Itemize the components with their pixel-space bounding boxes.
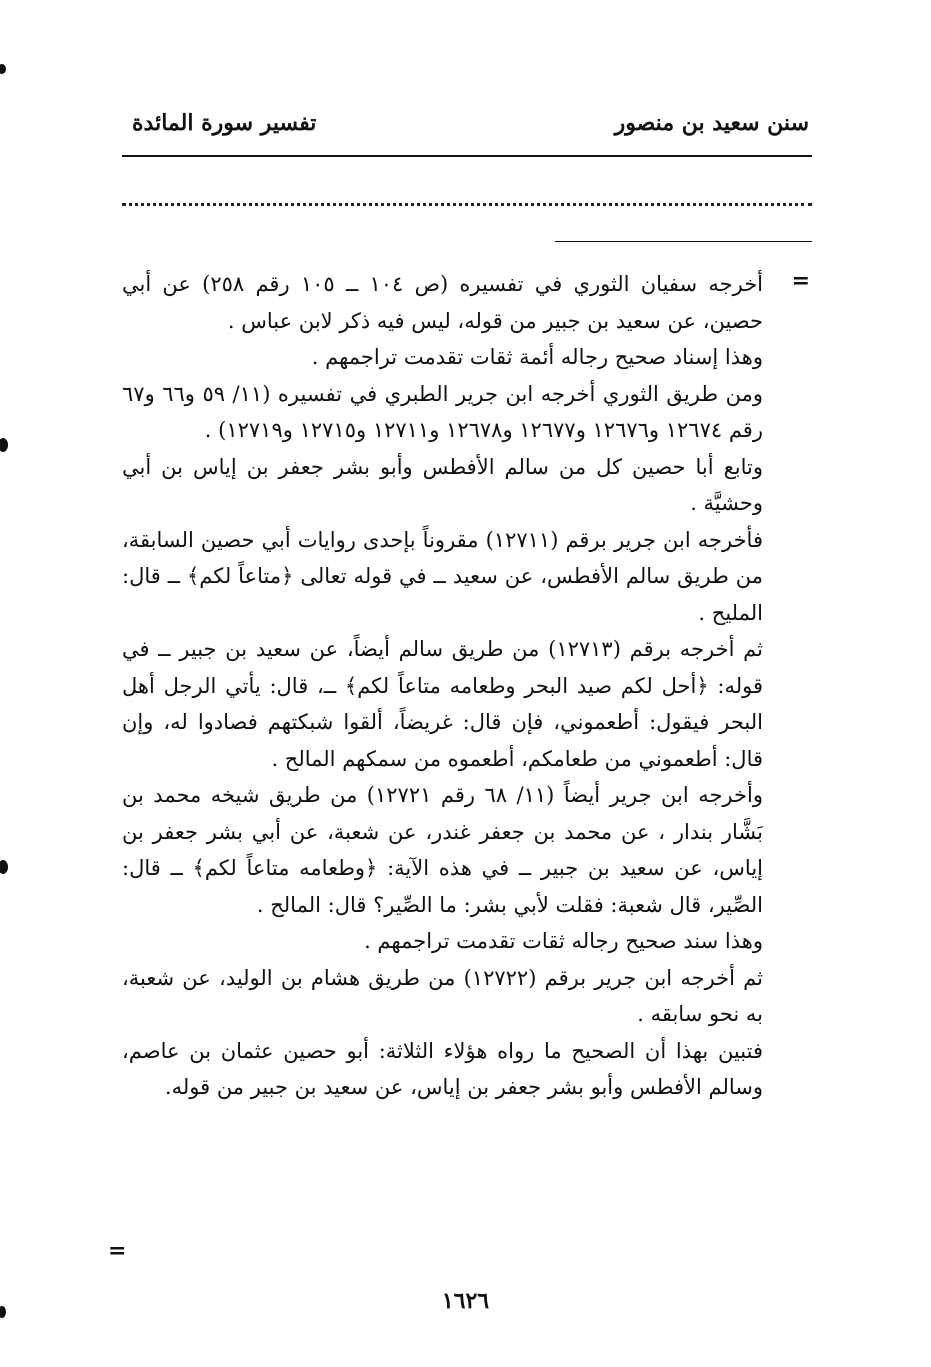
footnote-paragraph: ثم أخرجه ابن جرير برقم (١٢٧٢٢) من طريق هشام بن الوليد، عن شعبة، به نحو سابقه .	[122, 965, 763, 1026]
footnote-paragraph: فأخرجه ابن جرير برقم (١٢٧١١) مقروناً بإحدى روايات أبي حصين السابقة، من طريق سالم الأفطس، عن سعيد ــ في قوله تعالى ﴿متاعاً لكم﴾ ــ قال: المليح .	[122, 527, 763, 625]
footnote-paragraph: ثم أخرجه برقم (١٢٧١٣) من طريق سالم أيضاً، عن سعيد بن جبير ــ في قوله: ﴿أحل لكم صيد البحر وطعامه متاعاً لكم﴾ ــ، قال: يأتي الرجل أهل البحر فيقول: أطعموني، فإن قال: غريضاً، ألقوا شبكتهم فصادوا له، وإن قال: أطعموني من طعامكم، أطعموه من سمكهم المالح .	[122, 637, 763, 771]
footnote-continuation-mark-bottom: =	[108, 1238, 127, 1264]
running-header-section-title: تفسير سورة المائدة	[132, 110, 317, 136]
footnote-paragraph: وهذا سند صحيح رجاله ثقات تقدمت تراجمهم .	[364, 929, 763, 953]
footnote-continuation-mark: =	[791, 268, 810, 294]
footnote-paragraph: أخرجه سفيان الثوري في تفسيره (ص ١٠٤ ــ ١٠٥ رقم ٢٥٨) عن أبي حصين، عن سعيد بن جبير من قوله، ليس فيه ذكر لابن عباس .	[122, 272, 764, 333]
footnote-divider	[555, 241, 812, 242]
footnote-paragraph: فتبين بهذا أن الصحيح ما رواه هؤلاء الثلاثة: أبو حصين عثمان بن عاصم، وسالم الأفطس وأبو بشر جعفر بن إياس، عن سعيد بن جبير من قوله.	[122, 1038, 763, 1099]
scan-speck	[0, 860, 8, 874]
footnote-paragraph: وتابع أبا حصين كل من سالم الأفطس وأبو بشر جعفر بن إياس بن أبي وحشيَّة .	[122, 454, 763, 515]
footnote-paragraph: ومن طريق الثوري أخرجه ابن جرير الطبري في تفسيره (١١/ ٥٩ و٦٦ و٦٧ رقم ١٢٦٧٤ و١٢٦٧٦ و١٢٦٧٧ و١٢٦٧٨ و١٢٧١١ و١٢٧١٥ و١٢٧١٩) .	[122, 381, 763, 442]
scan-speck	[0, 438, 8, 452]
running-header-book-title: سنن سعيد بن منصور	[614, 110, 809, 136]
footnote-paragraph: وأخرجه ابن جرير أيضاً (١١/ ٦٨ رقم ١٢٧٢١) من طريق شيخه محمد بن بَشَّار بندار ، عن محمد بن جعفر غندر، عن شعبة، عن أبي بشر جعفر بن إياس، عن سعيد بن جبير ــ في هذه الآية: ﴿وطعامه متاعاً لكم﴾ ــ قال: الصِّير، قال شعبة: فقلت لأبي بشر: ما الصِّير؟ قال: المالح .	[122, 783, 763, 917]
dotted-separator	[122, 203, 812, 210]
footnote-body	[122, 266, 763, 1106]
footnote-paragraph: وهذا إسناد صحيح رجاله أئمة ثقات تقدمت تراجمهم .	[311, 345, 763, 369]
header-divider	[122, 155, 812, 157]
page-number: ١٦٢٦	[441, 1288, 490, 1314]
scan-speck	[0, 64, 6, 74]
